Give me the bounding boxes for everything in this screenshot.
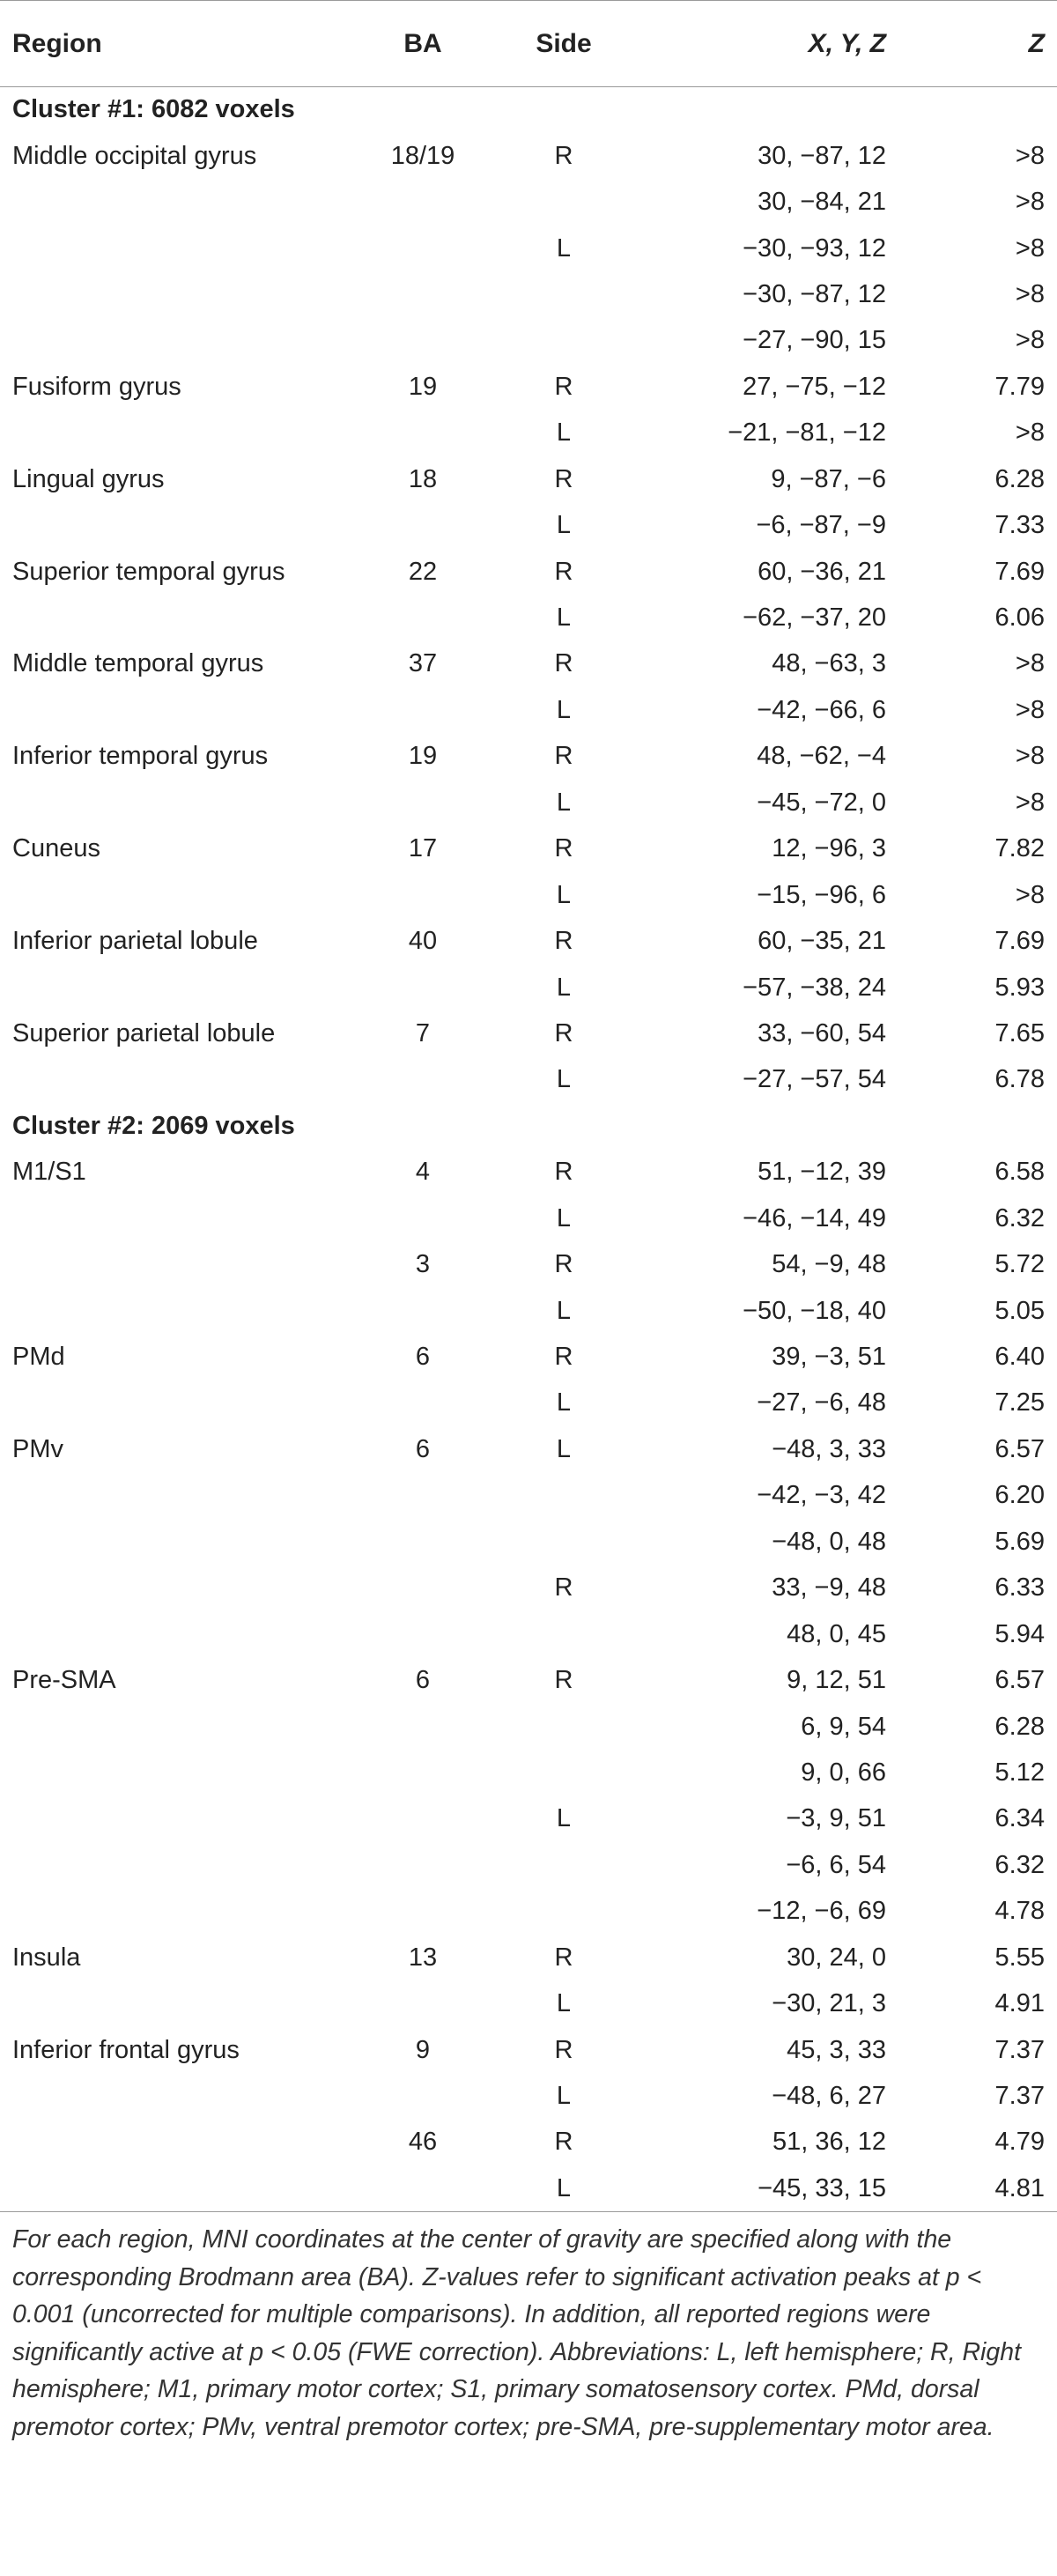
cell-region <box>0 1889 352 1935</box>
cell-region: PMv <box>12 1434 63 1463</box>
cell-ba <box>352 226 493 271</box>
cell-xyz: −46, −14, 49 <box>743 1203 886 1232</box>
table-body <box>0 87 1057 2212</box>
header-side: Side <box>493 1 634 87</box>
cell-z: 6.20 <box>994 1481 1045 1510</box>
cell-side: R <box>554 1158 573 1187</box>
cell-xyz: −21, −81, −12 <box>728 418 886 448</box>
cell-ba <box>352 179 493 225</box>
cell-z: >8 <box>1015 279 1045 308</box>
table-row <box>0 872 1057 918</box>
table-footnote: For each region, MNI coordinates at the center of gravity are specified along with the corresponding Brodmann area (BA). Z-values refer to significant activation peaks at p < 0.001 (uncorrected for multiple comparisons). In addition, all reported regions were significantly active at p < 0.05 (FWE correction). Abbreviations: L, left hemisphere; R, Right hemisphere; M1, primary motor cortex; S1, primary somatosensory cortex. PMd, dorsal premotor cortex; PMv, ventral premotor cortex; pre-SMA, pre-supplementary motor area. <box>12 2225 1021 2441</box>
cell-region: Cuneus <box>12 834 100 863</box>
header-row <box>0 1 1057 87</box>
cell-ba <box>352 502 493 548</box>
cell-side <box>493 179 634 225</box>
cell-ba: 18/19 <box>390 141 455 170</box>
cell-xyz: −62, −37, 20 <box>743 603 886 633</box>
cell-ba: 22 <box>408 557 438 586</box>
cell-region: Middle occipital gyrus <box>12 141 257 170</box>
header-xyz: X, Y, Z <box>634 1 898 87</box>
cell-xyz: 51, 36, 12 <box>772 2128 886 2157</box>
cell-xyz: 48, −62, −4 <box>757 742 886 771</box>
cell-side: L <box>556 973 572 1002</box>
cell-region <box>0 2120 352 2165</box>
cell-side: L <box>556 1989 572 2018</box>
cell-side: R <box>554 1573 573 1603</box>
cell-region <box>0 318 352 364</box>
cell-side: R <box>554 557 573 586</box>
cell-ba <box>352 1611 493 1657</box>
cell-region <box>0 1566 352 1611</box>
cell-region <box>0 1750 352 1795</box>
cell-z: >8 <box>1015 188 1045 217</box>
cell-region: PMd <box>12 1343 65 1372</box>
cell-region: Insula <box>12 1943 81 1972</box>
cell-region <box>0 1611 352 1657</box>
cell-xyz: −30, 21, 3 <box>772 1989 886 2018</box>
cell-z: >8 <box>1015 418 1045 448</box>
cell-xyz: 60, −36, 21 <box>758 557 886 586</box>
cell-z: 6.28 <box>994 464 1045 493</box>
cell-ba: 6 <box>415 1343 431 1372</box>
cell-ba <box>352 1195 493 1241</box>
cell-z: 6.40 <box>994 1343 1045 1372</box>
cell-xyz: −42, −66, 6 <box>757 695 886 724</box>
cell-xyz: 45, 3, 33 <box>787 2035 886 2064</box>
table-row <box>0 318 1057 364</box>
header-region: Region <box>0 1 352 87</box>
table-row <box>0 826 1057 872</box>
cell-z: >8 <box>1015 326 1045 355</box>
cell-ba <box>352 1842 493 1888</box>
table-row <box>0 179 1057 225</box>
cell-xyz: −42, −3, 42 <box>757 1481 886 1510</box>
table-row <box>0 456 1057 502</box>
table-row <box>0 780 1057 825</box>
cell-side <box>493 1889 634 1935</box>
cell-ba <box>352 2165 493 2211</box>
cell-ba <box>352 318 493 364</box>
cell-ba <box>352 1381 493 1426</box>
cell-xyz: 6, 9, 54 <box>801 1712 886 1741</box>
cell-xyz: −27, −6, 48 <box>757 1388 886 1418</box>
cell-side: L <box>556 1065 572 1094</box>
cell-ba <box>352 780 493 825</box>
table-row <box>0 2120 1057 2165</box>
cell-ba <box>352 872 493 918</box>
cell-z: 4.79 <box>994 2128 1045 2157</box>
cluster-title: Cluster #1: 6082 voxels <box>12 95 295 124</box>
table-row <box>0 595 1057 640</box>
cell-region <box>0 1195 352 1241</box>
cell-z: 6.78 <box>994 1065 1045 1094</box>
cell-region <box>0 1796 352 1842</box>
table-row <box>0 1566 1057 1611</box>
table-row <box>0 1889 1057 1935</box>
table-row <box>0 1381 1057 1426</box>
cell-side: L <box>556 2082 572 2111</box>
cell-xyz: 39, −3, 51 <box>772 1343 886 1372</box>
cell-ba <box>352 1704 493 1750</box>
table-row <box>0 133 1057 179</box>
cell-side: R <box>554 2128 573 2157</box>
cell-side: L <box>556 880 572 909</box>
cell-side: R <box>554 464 573 493</box>
cell-z: 7.33 <box>994 511 1045 540</box>
cell-xyz: −48, 3, 33 <box>772 1434 886 1463</box>
cell-ba <box>352 1980 493 2026</box>
cell-side: R <box>554 1943 573 1972</box>
cell-xyz: 48, 0, 45 <box>787 1619 886 1648</box>
cell-region <box>0 1057 352 1103</box>
cell-ba <box>352 271 493 317</box>
cell-z: 6.33 <box>994 1573 1045 1603</box>
cell-z: 6.57 <box>994 1666 1045 1695</box>
cell-z: >8 <box>1015 788 1045 817</box>
cell-xyz: 30, 24, 0 <box>787 1943 886 1972</box>
cell-side: R <box>554 834 573 863</box>
cell-z: 4.81 <box>898 2165 1057 2211</box>
cell-xyz: −45, −72, 0 <box>757 788 886 817</box>
cell-z: 5.12 <box>994 1758 1045 1787</box>
cell-ba <box>352 1473 493 1519</box>
cell-xyz: −48, 0, 48 <box>772 1527 886 1556</box>
cell-region <box>0 780 352 825</box>
cell-ba: 40 <box>408 927 438 956</box>
cell-region: Inferior parietal lobule <box>12 927 258 956</box>
cell-xyz: −12, −6, 69 <box>757 1897 886 1926</box>
cell-xyz: 9, −87, −6 <box>771 464 886 493</box>
table-row <box>0 1241 1057 1287</box>
header-z: Z <box>898 1 1057 87</box>
cell-z: 7.65 <box>994 1018 1045 1047</box>
cell-z: 5.93 <box>994 973 1045 1002</box>
cell-ba: 3 <box>415 1250 431 1279</box>
table-header <box>0 1 1057 87</box>
cell-ba: 4 <box>415 1158 431 1187</box>
cell-z: >8 <box>1015 649 1045 678</box>
cell-ba: 37 <box>408 649 438 678</box>
cell-side: R <box>554 2035 573 2064</box>
table-row <box>0 1980 1057 2026</box>
cell-xyz: −30, −87, 12 <box>743 279 886 308</box>
cell-ba: 19 <box>408 372 438 401</box>
cell-z: >8 <box>1015 880 1045 909</box>
cell-region <box>0 1288 352 1334</box>
cell-side <box>493 1611 634 1657</box>
table-row <box>0 2027 1057 2073</box>
cell-ba <box>352 1288 493 1334</box>
cell-ba: 7 <box>415 1018 431 1047</box>
cell-z: 5.69 <box>994 1527 1045 1556</box>
header-ba: BA <box>352 1 493 87</box>
cell-z: 6.06 <box>994 603 1045 633</box>
cell-ba <box>352 1750 493 1795</box>
cell-region <box>0 1980 352 2026</box>
cell-side <box>493 1473 634 1519</box>
cell-xyz: 33, −60, 54 <box>758 1018 886 1047</box>
cell-region: Superior temporal gyrus <box>12 557 285 586</box>
cell-xyz: −15, −96, 6 <box>757 880 886 909</box>
cell-region <box>0 179 352 225</box>
cell-ba: 19 <box>408 742 438 771</box>
cell-side: L <box>556 788 572 817</box>
cell-z: >8 <box>1015 141 1045 170</box>
cell-xyz: 12, −96, 3 <box>772 834 886 863</box>
cell-z: 7.82 <box>994 834 1045 863</box>
cell-region: Lingual gyrus <box>12 464 165 493</box>
cell-xyz: −48, 6, 27 <box>772 2082 886 2111</box>
cell-xyz: −27, −57, 54 <box>743 1065 886 1094</box>
cell-ba: 6 <box>415 1434 431 1463</box>
cell-region <box>0 687 352 733</box>
cell-xyz: 48, −63, 3 <box>772 649 886 678</box>
cell-side <box>493 318 634 364</box>
cell-ba: 13 <box>408 1943 438 1972</box>
cell-xyz: 51, −12, 39 <box>758 1158 886 1187</box>
cell-z: 6.28 <box>994 1712 1045 1741</box>
cell-side <box>493 1704 634 1750</box>
cell-side: R <box>554 372 573 401</box>
table-row <box>0 502 1057 548</box>
table-row <box>0 1796 1057 1842</box>
cluster-header-row <box>0 1103 1057 1149</box>
table-row <box>0 918 1057 964</box>
cell-region <box>0 872 352 918</box>
cell-z: 4.78 <box>994 1897 1045 1926</box>
cell-side: R <box>554 649 573 678</box>
table-row <box>0 1057 1057 1103</box>
cell-z: 7.69 <box>994 557 1045 586</box>
cell-ba <box>352 2073 493 2119</box>
table-row <box>0 1473 1057 1519</box>
cell-side: R <box>554 742 573 771</box>
cell-side: L <box>556 511 572 540</box>
cell-xyz: −3, 9, 51 <box>786 1804 886 1833</box>
cell-xyz: 9, 12, 51 <box>787 1666 886 1695</box>
cell-ba <box>352 595 493 640</box>
cell-z: 6.32 <box>994 1203 1045 1232</box>
cell-ba <box>352 411 493 456</box>
cell-side: L <box>556 1203 572 1232</box>
cell-region <box>0 1842 352 1888</box>
cell-ba: 46 <box>408 2128 438 2157</box>
cell-side: L <box>556 418 572 448</box>
cell-ba <box>352 1889 493 1935</box>
cell-xyz: −50, −18, 40 <box>743 1296 886 1325</box>
cell-xyz: −57, −38, 24 <box>743 973 886 1002</box>
cell-xyz: 9, 0, 66 <box>801 1758 886 1787</box>
cell-region <box>0 411 352 456</box>
cell-ba <box>352 965 493 1010</box>
cluster-title: Cluster #2: 2069 voxels <box>12 1111 295 1140</box>
cell-side <box>493 271 634 317</box>
cell-z: 7.79 <box>994 372 1045 401</box>
cell-side: L <box>556 695 572 724</box>
cell-side: L <box>556 233 572 263</box>
cell-xyz: 60, −35, 21 <box>758 927 886 956</box>
cell-region <box>0 2073 352 2119</box>
table-row <box>0 271 1057 317</box>
cell-ba: 18 <box>408 464 438 493</box>
cell-side: L <box>556 1434 572 1463</box>
table-row <box>0 226 1057 271</box>
cell-side: L <box>556 1296 572 1325</box>
cell-region: Pre-SMA <box>12 1666 116 1695</box>
cell-xyz: −45, 33, 15 <box>634 2165 898 2211</box>
cell-region: Superior parietal lobule <box>12 1018 276 1047</box>
cell-region: Middle temporal gyrus <box>12 649 264 678</box>
cell-region: Inferior temporal gyrus <box>12 742 269 771</box>
cell-side <box>493 1842 634 1888</box>
cell-z: >8 <box>1015 695 1045 724</box>
cell-side: R <box>554 1250 573 1279</box>
cell-region <box>0 2165 352 2211</box>
cell-region: Fusiform gyrus <box>12 372 181 401</box>
cell-ba: 9 <box>415 2035 431 2064</box>
cell-region <box>0 965 352 1010</box>
table-row <box>0 1935 1057 1980</box>
cell-ba <box>352 687 493 733</box>
cell-ba <box>352 1519 493 1565</box>
cell-xyz: 33, −9, 48 <box>772 1573 886 1603</box>
cell-region <box>0 595 352 640</box>
cell-z: 6.34 <box>994 1804 1045 1833</box>
table-row <box>0 641 1057 687</box>
cell-z: 5.05 <box>994 1296 1045 1325</box>
cell-side: R <box>554 141 573 170</box>
cell-z: 7.37 <box>994 2082 1045 2111</box>
cell-side: L <box>493 2165 634 2211</box>
cell-z: 7.37 <box>994 2035 1045 2064</box>
cell-side: R <box>554 927 573 956</box>
cell-side <box>493 1750 634 1795</box>
cell-xyz: −6, 6, 54 <box>786 1850 886 1879</box>
cell-z: 5.55 <box>994 1943 1045 1972</box>
cell-xyz: −6, −87, −9 <box>756 511 886 540</box>
cell-xyz: −30, −93, 12 <box>743 233 886 263</box>
table-row <box>0 1519 1057 1565</box>
cell-side: L <box>556 603 572 633</box>
table-row <box>0 549 1057 595</box>
table-row <box>0 1195 1057 1241</box>
table-row <box>0 1334 1057 1380</box>
cell-region <box>0 271 352 317</box>
cell-ba <box>352 1796 493 1842</box>
table-row <box>0 1426 1057 1472</box>
table-row <box>0 1010 1057 1056</box>
cell-region <box>0 502 352 548</box>
cell-ba: 17 <box>408 834 438 863</box>
table-row <box>0 1842 1057 1888</box>
cell-z: >8 <box>1015 233 1045 263</box>
cell-region <box>0 1704 352 1750</box>
cell-xyz: 54, −9, 48 <box>772 1250 886 1279</box>
cell-ba <box>352 1057 493 1103</box>
table-row <box>0 734 1057 780</box>
cell-z: 5.72 <box>994 1250 1045 1279</box>
cell-side: R <box>554 1343 573 1372</box>
table-row <box>0 411 1057 456</box>
table-row <box>0 364 1057 410</box>
table-row <box>0 1657 1057 1703</box>
cell-region: Inferior frontal gyrus <box>12 2035 240 2064</box>
cell-xyz: 30, −87, 12 <box>758 141 886 170</box>
table-row <box>0 2073 1057 2119</box>
table-row <box>0 1750 1057 1795</box>
table-row <box>0 1150 1057 1195</box>
cell-region <box>0 1473 352 1519</box>
cell-z: 5.94 <box>994 1619 1045 1648</box>
table-row <box>0 1611 1057 1657</box>
table-row <box>0 1288 1057 1334</box>
cell-z: 6.32 <box>994 1850 1045 1879</box>
cell-z: 6.58 <box>994 1158 1045 1187</box>
cell-xyz: −27, −90, 15 <box>743 326 886 355</box>
table-row <box>0 965 1057 1010</box>
cell-region <box>0 1241 352 1287</box>
cell-region <box>0 226 352 271</box>
table-row <box>0 687 1057 733</box>
cell-side <box>493 1519 634 1565</box>
cell-xyz: 30, −84, 21 <box>758 188 886 217</box>
cell-region: M1/S1 <box>12 1158 86 1187</box>
cell-z: 6.57 <box>994 1434 1045 1463</box>
cell-xyz: 27, −75, −12 <box>743 372 886 401</box>
cell-z: 7.69 <box>994 927 1045 956</box>
table-row <box>0 1704 1057 1750</box>
cell-side: L <box>556 1804 572 1833</box>
cell-z: 7.25 <box>994 1388 1045 1418</box>
cell-ba: 6 <box>415 1666 431 1695</box>
cell-z: 4.91 <box>994 1989 1045 2018</box>
table-row <box>0 2165 1057 2211</box>
cell-side: R <box>554 1666 573 1695</box>
cell-side: L <box>556 1388 572 1418</box>
cluster-header-row <box>0 87 1057 133</box>
cell-region <box>0 1381 352 1426</box>
cell-region <box>0 1519 352 1565</box>
cell-ba <box>352 1566 493 1611</box>
cell-z: >8 <box>1015 742 1045 771</box>
cell-side: R <box>554 1018 573 1047</box>
